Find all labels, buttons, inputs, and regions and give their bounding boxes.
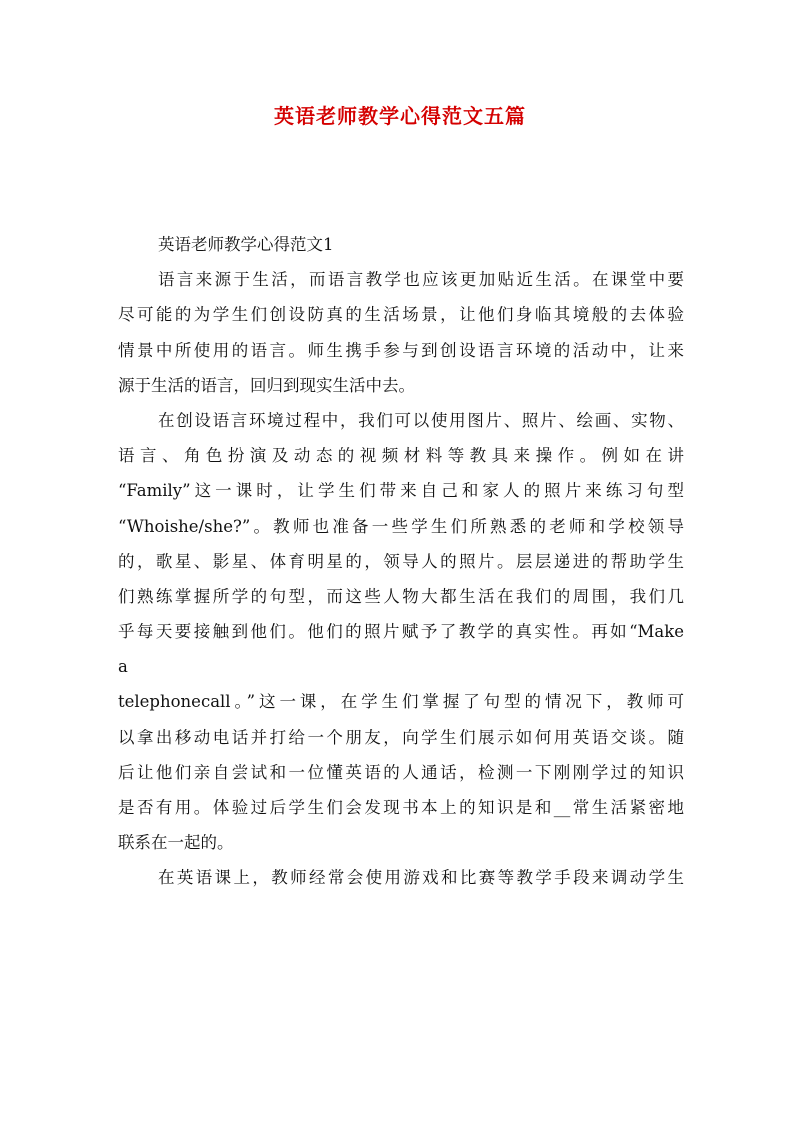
paragraph-line: 的，歌星、影星、体育明星的，领导人的照片。层层递进的帮助学生 (118, 551, 684, 571)
paragraph-line: 以拿出移动电话并打给一个朋友，向学生们展示如何用英语交谈。随 (118, 727, 684, 747)
document-title: 英语老师教学心得范文五篇 (274, 104, 526, 128)
paragraph-line: 尽可能的为学生们创设防真的生活场景，让他们身临其境般的去体验 (118, 305, 684, 325)
paragraph-line: 语言、角色扮演及动态的视频材料等教具来操作。例如在讲 (118, 446, 684, 466)
document-body (118, 227, 684, 896)
paragraph-line: telephonecall。”这一课，在学生们掌握了句型的情况下，教师可 (118, 692, 684, 712)
paragraph-line: 们熟练掌握所学的句型，而这些人物大都生活在我们的周围，我们几 (118, 586, 684, 606)
paragraph-line: 联系在一起的。 (118, 833, 234, 853)
paragraph-line: 语言来源于生活，而语言教学也应该更加贴近生活。在课堂中要 (158, 270, 684, 290)
paragraph-line: “Whoishe/she?”。教师也准备一些学生们所熟悉的老师和学校领导 (118, 516, 684, 536)
section-heading: 英语老师教学心得范文1 (158, 235, 334, 254)
paragraph-line: 乎每天要接触到他们。他们的照片赋予了教学的真实性。再如“Make (118, 622, 684, 642)
paragraph-line: 在英语课上，教师经常会使用游戏和比赛等教学手段来调动学生 (158, 868, 684, 888)
paragraph-line: 是否有用。体验过后学生们会发现书本上的知识是和__常生活紧密地 (118, 798, 684, 817)
paragraph-line: “Family”这一课时，让学生们带来自己和家人的照片来练习句型 (118, 481, 684, 501)
paragraph-line: 源于生活的语言，回归到现实生活中去。 (118, 375, 415, 395)
paragraph-line: a (118, 657, 128, 677)
paragraph-line: 在创设语言环境过程中，我们可以使用图片、照片、绘画、实物、 (158, 410, 684, 430)
paragraph-line: 后让他们亲自尝试和一位懂英语的人通话，检测一下刚刚学过的知识 (118, 762, 684, 782)
paragraph-line: 情景中所使用的语言。师生携手参与到创设语言环境的活动中，让来 (118, 340, 684, 360)
